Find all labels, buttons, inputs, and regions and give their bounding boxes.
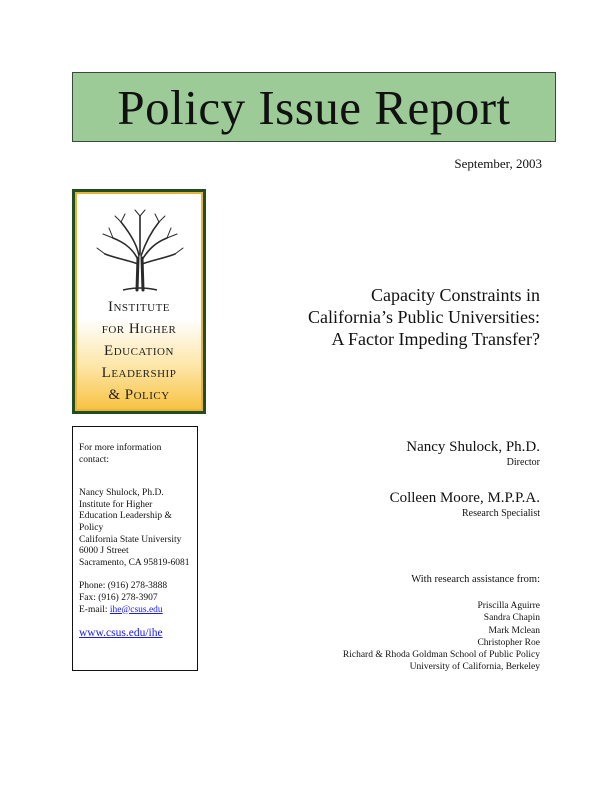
banner-title: Policy Issue Report [117,79,511,135]
assistant-name: Christopher Roe [477,637,540,648]
logo-wordmark [77,296,201,406]
logo-line: & Policy [108,387,170,403]
research-assistance [280,573,540,674]
contact-fax: Fax: (916) 278-3907 [79,592,158,603]
report-banner [72,72,556,142]
report-title [240,284,540,350]
contact-university: California State University [79,534,182,545]
assistance-list [280,600,540,674]
assistance-heading: With research assistance from: [411,574,540,585]
contact-box [72,426,198,671]
assistant-name: Priscilla Aguirre [477,601,540,611]
author-name: Colleen Moore, M.P.P.A. [389,490,540,506]
report-date: September, 2003 [454,156,542,171]
contact-street: 6000 J Street [79,546,129,557]
assistant-name: Mark Mclean [488,625,540,636]
logo-line: Institute [107,299,171,315]
contact-name: Nancy Shulock, Ph.D. [79,488,164,499]
assistance-school: Richard & Rhoda Goldman School of Public Policy [342,650,540,661]
author-block [300,438,540,470]
authors [300,438,540,521]
logo-line: for Higher [101,321,177,337]
logo-line: Education [104,343,174,359]
institute-logo [72,189,206,414]
contact-phone: Phone: (916) 278-3888 [79,581,168,592]
tree-icon [93,208,187,292]
report-title-line: Capacity Constraints in [371,285,540,305]
author-role: Director [506,457,540,468]
logo-panel [75,192,203,411]
report-title-line: A Factor Impeding Transfer? [331,329,540,349]
assistant-name: Sandra Chapin [483,613,540,624]
author-role: Research Specialist [461,508,540,519]
contact-email-line [79,605,191,617]
author-name: Nancy Shulock, Ph.D. [406,439,540,455]
email-label: E-mail: [79,604,110,615]
email-link[interactable]: ihe@csus.edu [109,604,163,615]
logo-line: Leadership [101,365,177,381]
report-title-line: California’s Public Universities: [308,307,540,327]
author-block [300,489,540,521]
website-link[interactable]: www.csus.edu/ihe [79,627,163,640]
contact-city: Sacramento, CA 95819-6081 [79,557,190,568]
contact-org: Institute for Higher Education Leadership & Policy [79,499,172,533]
assistance-university: University of California, Berkeley [409,662,540,673]
contact-heading: For more information contact: [79,443,162,465]
